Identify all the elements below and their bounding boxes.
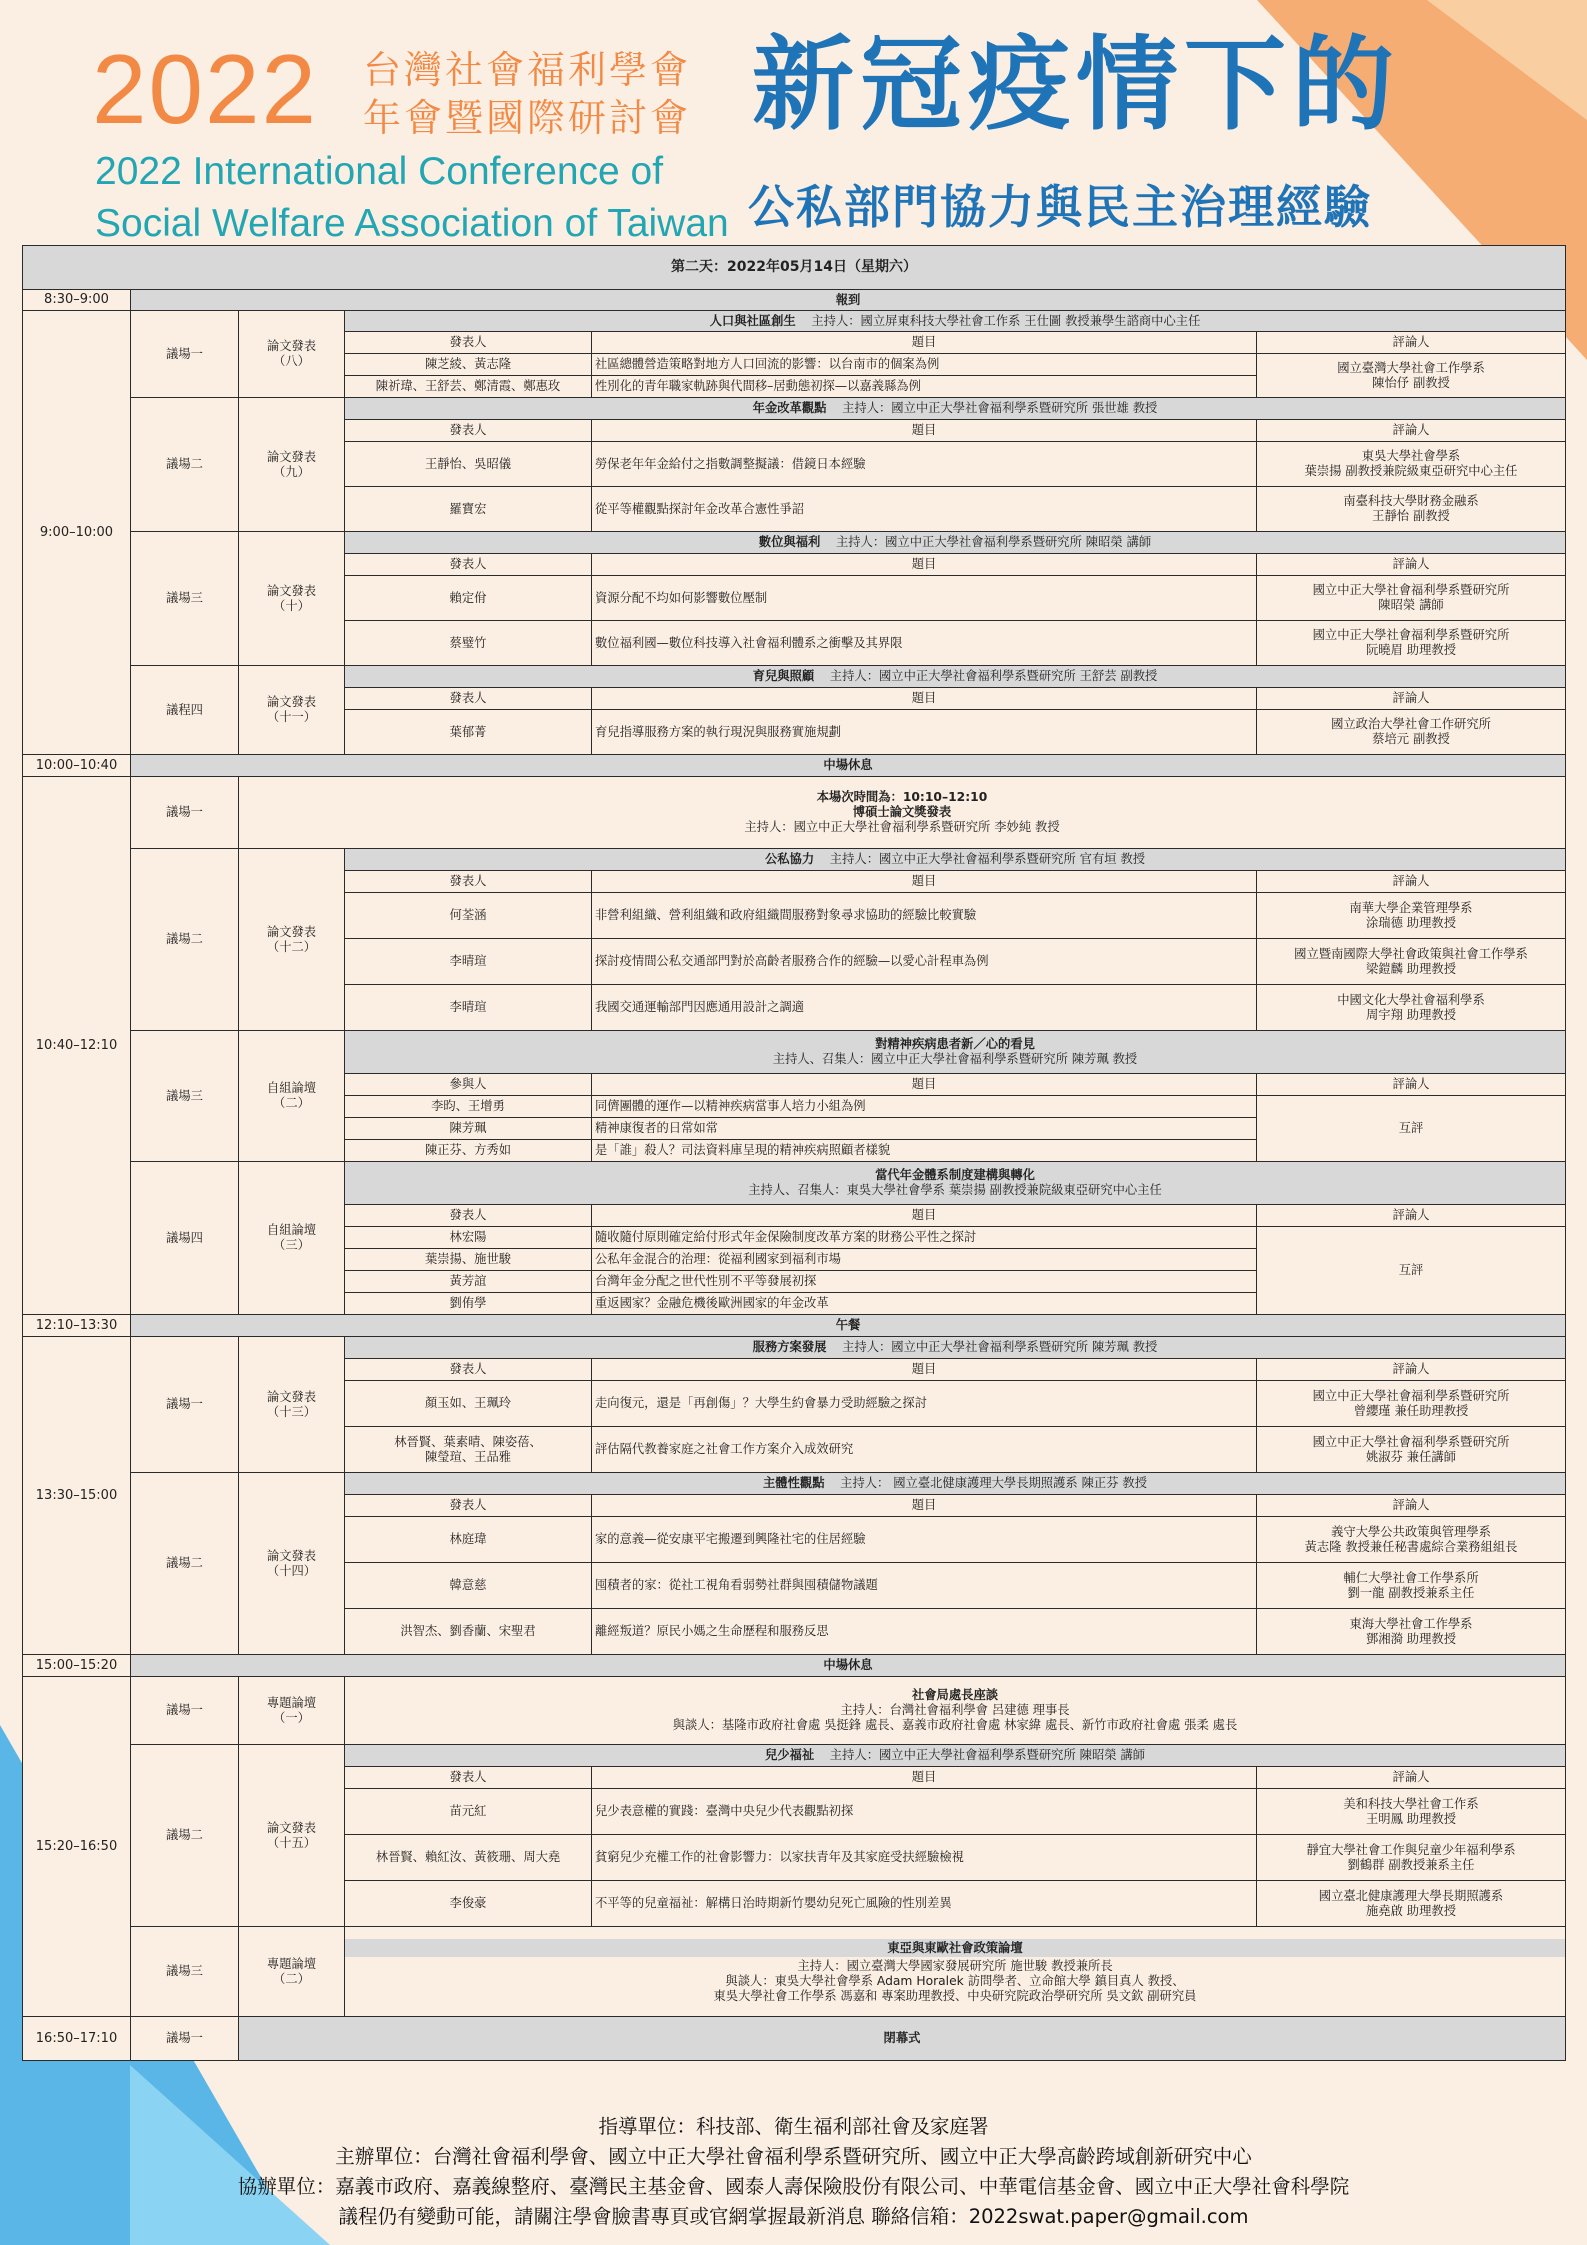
paper-reviewer xyxy=(1257,442,1566,487)
paper-author: 顏玉如、王珮玲 xyxy=(345,1381,592,1427)
reviewer-affiliation: 靜宜大學社會工作與兒童少年福利學系 xyxy=(1306,1842,1516,1857)
presenter-header: 發表人 xyxy=(345,1495,592,1517)
paper-author: 羅寶宏 xyxy=(345,487,592,532)
paper-topic: 隨收隨付原則確定給付形式年金保險制度改革方案的財務公平性之探討 xyxy=(592,1227,1257,1249)
reviewer-name: 黃志隆 教授兼任秘書處綜合業務組組長 xyxy=(1304,1539,1518,1554)
venue-cell: 議場二 xyxy=(131,398,239,532)
paper-topic: 評估隔代教養家庭之社會工作方案介入成效研究 xyxy=(592,1427,1257,1473)
paper-topic: 貧窮兒少充權工作的社會影響力：以家扶青年及其家庭受扶經驗檢視 xyxy=(592,1835,1257,1881)
paper-topic: 囤積者的家：從社工視角看弱勢社群與囤積儲物議題 xyxy=(592,1563,1257,1609)
paper-topic: 性別化的青年職家軌跡與代間移–居動態初探—以嘉義縣為例 xyxy=(592,376,1257,398)
paper-reviewer: 互評 xyxy=(1257,1227,1566,1315)
session-header-row xyxy=(23,398,1566,420)
time-slot: 16:50–17:10 xyxy=(23,2017,131,2061)
session-header-row xyxy=(23,1745,1566,1767)
venue-cell: 議場四 xyxy=(131,1162,239,1315)
co-organizing-units: 協辦單位：嘉義市政府、嘉義線整府、臺灣民主基金會、國泰人壽保險股份有限公司、中華電信基金會、國立中正大學社會科學院 xyxy=(237,2175,1350,2198)
conference-year: 2022 xyxy=(92,34,319,144)
reviewer-name: 劉一龍 副教授兼系主任 xyxy=(1347,1585,1475,1600)
reviewer-affiliation: 東吳大學社會學系 xyxy=(1361,449,1461,464)
paper-author: 賴定佾 xyxy=(345,576,592,621)
venue-cell: 議場一 xyxy=(131,1677,239,1745)
paper-reviewer xyxy=(1257,354,1566,398)
paper-author: 葉崇揚、施世駿 xyxy=(345,1249,592,1271)
session-title-cell xyxy=(345,398,1566,420)
closing-cell: 閉幕式 xyxy=(239,2017,1566,2061)
session-name: 當代年金體系制度建構與轉化 xyxy=(875,1168,1035,1183)
schedule-row xyxy=(23,290,1566,311)
time-slot: 13:30–15:00 xyxy=(23,1337,131,1655)
paper-reviewer xyxy=(1257,710,1566,755)
paper-reviewer xyxy=(1257,1881,1566,1927)
session-name: 主體性觀點 xyxy=(763,1476,825,1491)
paper-author: 蔡璧竹 xyxy=(345,621,592,666)
reviewer-name: 施堯啟 助理教授 xyxy=(1366,1903,1456,1918)
session-type-cell: 論文發表 （十一） xyxy=(239,666,345,755)
session-type-cell: 自組論壇 （三） xyxy=(239,1162,345,1315)
poster-subtitle: 公私部門協力與民主治理經驗 xyxy=(748,180,1372,234)
paper-author: 苗元紅 xyxy=(345,1789,592,1835)
topic-header: 題目 xyxy=(592,1495,1257,1517)
paper-author: 韓意慈 xyxy=(345,1563,592,1609)
topic-header: 題目 xyxy=(592,332,1257,354)
paper-topic: 非營利組織、營利組織和政府組織間服務對象尋求協助的經驗比較實驗 xyxy=(592,893,1257,939)
session-host: 主持人：國立屏東科技大學社會工作系 王仕圖 教授兼學生諮商中心主任 xyxy=(811,313,1201,328)
reviewer-header: 評論人 xyxy=(1257,420,1566,442)
session-name: 服務方案發展 xyxy=(752,1340,827,1355)
session-name: 年金改革觀點 xyxy=(752,401,827,416)
paper-reviewer: 互評 xyxy=(1257,1096,1566,1162)
paper-reviewer xyxy=(1257,1381,1566,1427)
session-title-cell xyxy=(345,849,1566,871)
schedule-row xyxy=(23,1315,1566,1337)
session-title-cell xyxy=(345,1337,1566,1359)
paper-author: 陳祈瑋、王舒芸、鄭清霞、鄭惠玫 xyxy=(345,376,592,398)
paper-reviewer xyxy=(1257,487,1566,532)
reviewer-name: 蔡培元 副教授 xyxy=(1372,732,1450,746)
paper-author: 林庭瑋 xyxy=(345,1517,592,1563)
presenter-header: 發表人 xyxy=(345,1359,592,1381)
time-slot: 15:00–15:20 xyxy=(23,1655,131,1677)
session-type-cell: 論文發表 （八） xyxy=(239,311,345,398)
paper-reviewer xyxy=(1257,939,1566,985)
paper-reviewer xyxy=(1257,893,1566,939)
session-title-cell xyxy=(345,1031,1566,1074)
conference-name-en xyxy=(95,146,729,250)
registration-cell: 報到 xyxy=(131,290,1566,311)
paper-author: 劉侑學 xyxy=(345,1293,592,1315)
paper-topic: 兒少表意權的實踐：臺灣中央兒少代表觀點初探 xyxy=(592,1789,1257,1835)
paper-topic: 同儕團體的運作—以精神疾病當事人培力小組為例 xyxy=(592,1096,1257,1118)
reviewer-affiliation: 國立中正大學社會福利學系暨研究所 xyxy=(1312,1388,1510,1403)
session-type-cell: 專題論壇 （二） xyxy=(239,1927,345,2017)
paper-author: 何荃涵 xyxy=(345,893,592,939)
reviewer-affiliation: 東海大學社會工作學系 xyxy=(1349,1616,1473,1631)
conference-name-zh-line2: 年會暨國際研討會 xyxy=(363,96,692,140)
supervising-units: 指導單位：科技部、衛生福利部社會及家庭署 xyxy=(598,2115,989,2138)
session-header-row xyxy=(23,1473,1566,1495)
reviewer-header: 評論人 xyxy=(1257,554,1566,576)
session-type-cell: 論文發表 （十四） xyxy=(239,1473,345,1655)
session-type-cell: 論文發表 （九） xyxy=(239,398,345,532)
topic-header: 題目 xyxy=(592,420,1257,442)
venue-cell: 議場二 xyxy=(131,1473,239,1655)
session-host: 主持人、召集人：東吳大學社會學系 葉崇揚 副教授兼院級東亞研究中心主任 xyxy=(748,1183,1162,1197)
session-header-row xyxy=(23,311,1566,332)
time-slot: 10:00–10:40 xyxy=(23,755,131,777)
topic-header: 題目 xyxy=(592,1205,1257,1227)
session-header-row xyxy=(23,1337,1566,1359)
presenter-header: 發表人 xyxy=(345,332,592,354)
presenter-header: 發表人 xyxy=(345,554,592,576)
session-title-cell xyxy=(345,532,1566,554)
reviewer-header: 評論人 xyxy=(1257,332,1566,354)
reviewer-name: 周宇翔 助理教授 xyxy=(1366,1007,1456,1022)
reviewer-header: 評論人 xyxy=(1257,1359,1566,1381)
paper-topic: 探討疫情間公私交通部門對於高齡者服務合作的經驗—以愛心計程車為例 xyxy=(592,939,1257,985)
paper-topic: 社區總體營造策略對地方人口回流的影響：以台南市的個案為例 xyxy=(592,354,1257,376)
forum-host: 主持人：國立臺灣大學國家發展研究所 施世駿 教授兼所長 xyxy=(797,1959,1113,1974)
session-name: 兒少福祉 xyxy=(764,1748,815,1763)
reviewer-name: 葉崇揚 副教授兼院級東亞研究中心主任 xyxy=(1304,464,1518,478)
poster-footer xyxy=(0,2112,1587,2232)
paper-topic: 精神康復者的日常如常 xyxy=(592,1118,1257,1140)
session-title-cell xyxy=(345,1162,1566,1205)
session-name: 育兒與照顧 xyxy=(752,669,815,684)
session-header-row xyxy=(23,849,1566,871)
venue-cell: 議場二 xyxy=(131,849,239,1031)
conference-name-en-line2: Social Welfare Association of Taiwan xyxy=(95,202,729,245)
reviewer-affiliation: 國立政治大學社會工作研究所 xyxy=(1331,717,1491,732)
organizing-units: 主辦單位：台灣社會福利學會、國立中正大學社會福利學系暨研究所、國立中正大學高齡跨域創新研究中心 xyxy=(335,2145,1252,2168)
paper-topic: 家的意義—從安康平宅搬遷到興隆社宅的住居經驗 xyxy=(592,1517,1257,1563)
presenter-header: 發表人 xyxy=(345,688,592,710)
time-slot: 8:30–9:00 xyxy=(23,290,131,311)
paper-author: 陳正芬、方秀如 xyxy=(345,1140,592,1162)
paper-author: 李俊豪 xyxy=(345,1881,592,1927)
poster-header xyxy=(0,0,1587,245)
forum-panelists-continued: 東吳大學社會工作學系 馮嘉和 專案助理教授、中央研究院政治學研究所 吳文欽 副研究員 xyxy=(713,1988,1197,2003)
paper-author: 陳芳珮 xyxy=(345,1118,592,1140)
reviewer-name: 梁鎧麟 助理教授 xyxy=(1366,961,1456,976)
paper-author: 葉郁菁 xyxy=(345,710,592,755)
session-host: 主持人：國立中正大學社會福利學系暨研究所 陳昭榮 講師 xyxy=(835,535,1152,550)
paper-topic: 數位福利國—數位科技導入社會福利體系之衝擊及其界限 xyxy=(592,621,1257,666)
session-type-cell: 自組論壇 （二） xyxy=(239,1031,345,1162)
paper-topic: 育兒指導服務方案的執行現況與服務實施規劃 xyxy=(592,710,1257,755)
topic-header: 題目 xyxy=(592,871,1257,893)
forum-title: 社會局處長座談 xyxy=(911,1688,999,1703)
reviewer-name: 王明鳳 助理教授 xyxy=(1366,1811,1456,1826)
reviewer-header: 評論人 xyxy=(1257,1205,1566,1227)
paper-topic: 台灣年金分配之世代性別不平等發展初探 xyxy=(592,1271,1257,1293)
paper-reviewer xyxy=(1257,1427,1566,1473)
time-slot: 9:00–10:00 xyxy=(23,311,131,755)
award-session-cell xyxy=(239,777,1566,849)
paper-author: 王靜怡、吳昭儀 xyxy=(345,442,592,487)
reviewer-affiliation: 國立暨南國際大學社會政策與社會工作學系 xyxy=(1294,946,1528,961)
paper-topic: 勞保老年年金給付之指數調整擬議：借鏡日本經驗 xyxy=(592,442,1257,487)
session-name: 公私協力 xyxy=(764,852,815,867)
session-header-row xyxy=(23,1677,1566,1745)
session-type-cell: 論文發表 （十） xyxy=(239,532,345,666)
session-header-row xyxy=(23,1162,1566,1205)
reviewer-header: 評論人 xyxy=(1257,1767,1566,1789)
paper-author: 林晉賢、賴紅汝、黃筱珊、周大堯 xyxy=(345,1835,592,1881)
conference-name-en-line1: 2022 International Conference of xyxy=(95,150,664,193)
paper-reviewer xyxy=(1257,985,1566,1031)
paper-topic: 我國交通運輸部門因應通用設計之調適 xyxy=(592,985,1257,1031)
reviewer-header: 評論人 xyxy=(1257,1074,1566,1096)
paper-author: 林宏陽 xyxy=(345,1227,592,1249)
time-slot: 10:40–12:10 xyxy=(23,777,131,1315)
paper-topic: 重返國家？金融危機後歐洲國家的年金改革 xyxy=(592,1293,1257,1315)
paper-topic: 公私年金混合的治理：從福利國家到福利市場 xyxy=(592,1249,1257,1271)
session-host: 主持人：國立中正大學社會福利學系暨研究所 陳芳珮 教授 xyxy=(842,1340,1158,1355)
session-name: 人口與社區創生 xyxy=(709,313,796,328)
reviewer-affiliation: 南臺科技大學財務金融系 xyxy=(1343,494,1479,509)
poster-title: 新冠疫情下的 xyxy=(752,26,1400,145)
presenter-header: 發表人 xyxy=(345,420,592,442)
session-header-row xyxy=(23,777,1566,849)
session-type-cell: 論文發表 （十三） xyxy=(239,1337,345,1473)
forum-panelists: 與談人：基隆市政府社會處 吳挺鋒 處長、嘉義市政府社會處 林家緯 處長、新竹市政府社會處 張柔 處長 xyxy=(672,1717,1238,1732)
reviewer-name: 鄧湘漪 助理教授 xyxy=(1366,1631,1456,1646)
reviewer-name: 王靜怡 副教授 xyxy=(1372,509,1450,523)
topic-header: 題目 xyxy=(592,554,1257,576)
schedule-row xyxy=(23,1655,1566,1677)
paper-topic: 資源分配不均如何影響數位壓制 xyxy=(592,576,1257,621)
paper-reviewer xyxy=(1257,1835,1566,1881)
break-cell: 中場休息 xyxy=(131,1655,1566,1677)
reviewer-name: 姚淑芬 兼任講師 xyxy=(1366,1449,1456,1464)
reviewer-header: 評論人 xyxy=(1257,871,1566,893)
session-type-cell: 論文發表 （十二） xyxy=(239,849,345,1031)
paper-reviewer xyxy=(1257,1563,1566,1609)
session-host: 主持人：國立中正大學社會福利學系暨研究所 官有垣 教授 xyxy=(829,852,1146,867)
paper-topic: 離經叛道？原民小媽之生命歷程和服務反思 xyxy=(592,1609,1257,1655)
paper-reviewer xyxy=(1257,621,1566,666)
reviewer-affiliation: 國立臺北健康護理大學長期照護系 xyxy=(1318,1888,1504,1903)
conference-name-zh xyxy=(363,46,691,142)
session-header-row xyxy=(23,1031,1566,1074)
session-title-cell xyxy=(345,1473,1566,1495)
participant-header: 參與人 xyxy=(345,1074,592,1096)
schedule-row xyxy=(23,755,1566,777)
presenter-header: 發表人 xyxy=(345,871,592,893)
day-heading: 第二天：2022年05月14日（星期六） xyxy=(23,246,1566,290)
paper-topic: 從平等權觀點探討年金改革合憲性爭詔 xyxy=(592,487,1257,532)
paper-author: 李晴瑄 xyxy=(345,985,592,1031)
topic-header: 題目 xyxy=(592,1359,1257,1381)
venue-cell: 議場三 xyxy=(131,1927,239,2017)
paper-author: 陳芝綾、黃志隆 xyxy=(345,354,592,376)
paper-topic: 不平等的兒童福祉：解構日治時期新竹嬰幼兒死亡風險的性別差異 xyxy=(592,1881,1257,1927)
session-type-cell: 專題論壇 （一） xyxy=(239,1677,345,1745)
paper-topic: 走向復元，還是「再創傷」？大學生約會暴力受助經驗之探討 xyxy=(592,1381,1257,1427)
topic-header: 題目 xyxy=(592,688,1257,710)
day-row xyxy=(23,246,1566,290)
forum-panelists: 與談人：東吳大學社會學系 Adam Horalek 訪問學者、立命館大學 鎮目真人 教授、 xyxy=(725,1974,1185,1988)
reviewer-name: 劉鶴群 副教授兼系主任 xyxy=(1347,1857,1475,1872)
venue-cell: 議場一 xyxy=(131,2017,239,2061)
reviewer-name: 陳怡伃 副教授 xyxy=(1372,375,1450,390)
session-name: 數位與福利 xyxy=(758,535,821,550)
paper-author-line: 陳瑩瑄、王品雅 xyxy=(424,1449,512,1464)
paper-reviewer xyxy=(1257,1789,1566,1835)
session-title-cell xyxy=(345,311,1566,332)
venue-cell: 議場二 xyxy=(131,1745,239,1927)
paper-author-line: 林晉賢、葉素晴、陳姿蓓、 xyxy=(394,1434,542,1449)
session-host: 主持人： 國立臺北健康護理大學長期照護系 陳正芬 教授 xyxy=(840,1476,1147,1491)
reviewer-name: 曾纓瑾 兼任助理教授 xyxy=(1353,1403,1469,1418)
paper-author: 洪智杰、劉香蘭、宋聖君 xyxy=(345,1609,592,1655)
session-host: 主持人：國立中正大學社會福利學系暨研究所 王舒芸 副教授 xyxy=(829,669,1158,684)
session-host: 主持人、召集人：國立中正大學社會福利學系暨研究所 陳芳珮 教授 xyxy=(772,1052,1138,1066)
paper-reviewer xyxy=(1257,1517,1566,1563)
reviewer-affiliation: 義守大學公共政策與管理學系 xyxy=(1331,1524,1491,1539)
reviewer-name: 涂瑞德 助理教授 xyxy=(1366,915,1456,930)
forum-cell xyxy=(345,1677,1566,1745)
reviewer-affiliation: 國立中正大學社會福利學系暨研究所 xyxy=(1312,1434,1510,1449)
reviewer-affiliation: 國立臺灣大學社會工作學系 xyxy=(1337,360,1485,375)
reviewer-name: 阮曉眉 助理教授 xyxy=(1366,643,1456,657)
paper-author: 李昀、王增勇 xyxy=(345,1096,592,1118)
reviewer-header: 評論人 xyxy=(1257,1495,1566,1517)
reviewer-affiliation: 南華大學企業管理學系 xyxy=(1349,900,1473,915)
session-header-row xyxy=(23,666,1566,688)
session-header-row xyxy=(23,1927,1566,2017)
conference-name-zh-line1: 台灣社會福利學會 xyxy=(363,48,692,92)
time-slot: 12:10–13:30 xyxy=(23,1315,131,1337)
break-cell: 中場休息 xyxy=(131,755,1566,777)
topic-header: 題目 xyxy=(592,1074,1257,1096)
presenter-header: 發表人 xyxy=(345,1767,592,1789)
forum-host: 主持人：台灣社會福利學會 呂建德 理事長 xyxy=(840,1703,1070,1718)
contact-notice: 議程仍有變動可能，請關注學會臉書專頁或官網掌握最新消息 聯絡信箱：2022swat.paper@gmail.com xyxy=(338,2205,1249,2228)
time-slot: 15:20–16:50 xyxy=(23,1677,131,2017)
schedule-row xyxy=(23,2017,1566,2061)
venue-cell: 議場三 xyxy=(131,1031,239,1162)
forum-cell xyxy=(345,1927,1566,2017)
lunch-cell: 午餐 xyxy=(131,1315,1566,1337)
topic-header: 題目 xyxy=(592,1767,1257,1789)
paper-author: 黃芳誼 xyxy=(345,1271,592,1293)
award-host: 主持人：國立中正大學社會福利學系暨研究所 李妙純 教授 xyxy=(744,819,1060,834)
paper-author: 李晴瑄 xyxy=(345,939,592,985)
reviewer-affiliation: 國立中正大學社會福利學系暨研究所 xyxy=(1312,628,1510,643)
session-header-row xyxy=(23,532,1566,554)
venue-cell: 議場三 xyxy=(131,532,239,666)
paper-topic: 是「誰」殺人？司法資料庫呈現的精神疾病照顧者樣貌 xyxy=(592,1140,1257,1162)
presenter-header: 發表人 xyxy=(345,1205,592,1227)
paper-author xyxy=(345,1427,592,1473)
paper-reviewer xyxy=(1257,576,1566,621)
reviewer-affiliation: 美和科技大學社會工作系 xyxy=(1343,1796,1479,1811)
session-host: 主持人：國立中正大學社會福利學系暨研究所 陳昭榮 講師 xyxy=(829,1748,1146,1763)
reviewer-affiliation: 國立中正大學社會福利學系暨研究所 xyxy=(1312,583,1510,598)
venue-cell: 議場一 xyxy=(131,777,239,849)
reviewer-header: 評論人 xyxy=(1257,688,1566,710)
reviewer-affiliation: 輔仁大學社會工作學系所 xyxy=(1343,1570,1479,1585)
session-host: 主持人：國立中正大學社會福利學系暨研究所 張世雄 教授 xyxy=(842,401,1158,416)
session-type-cell: 論文發表 （十五） xyxy=(239,1745,345,1927)
reviewer-name: 陳昭榮 講師 xyxy=(1378,598,1444,612)
venue-cell: 議場一 xyxy=(131,311,239,398)
session-title-cell xyxy=(345,1745,1566,1767)
award-time: 本場次時間為：10:10–12:10 xyxy=(816,790,988,805)
award-title: 博碩士論文獎發表 xyxy=(852,805,952,820)
session-title-cell xyxy=(345,666,1566,688)
venue-cell: 議程四 xyxy=(131,666,239,755)
forum-title: 東亞與東歐社會政策論壇 xyxy=(345,1939,1565,1958)
venue-cell: 議場一 xyxy=(131,1337,239,1473)
paper-reviewer xyxy=(1257,1609,1566,1655)
reviewer-affiliation: 中國文化大學社會福利學系 xyxy=(1337,992,1485,1007)
schedule-table xyxy=(22,245,1566,2061)
session-name: 對精神疾病患者新／心的看見 xyxy=(875,1037,1035,1052)
